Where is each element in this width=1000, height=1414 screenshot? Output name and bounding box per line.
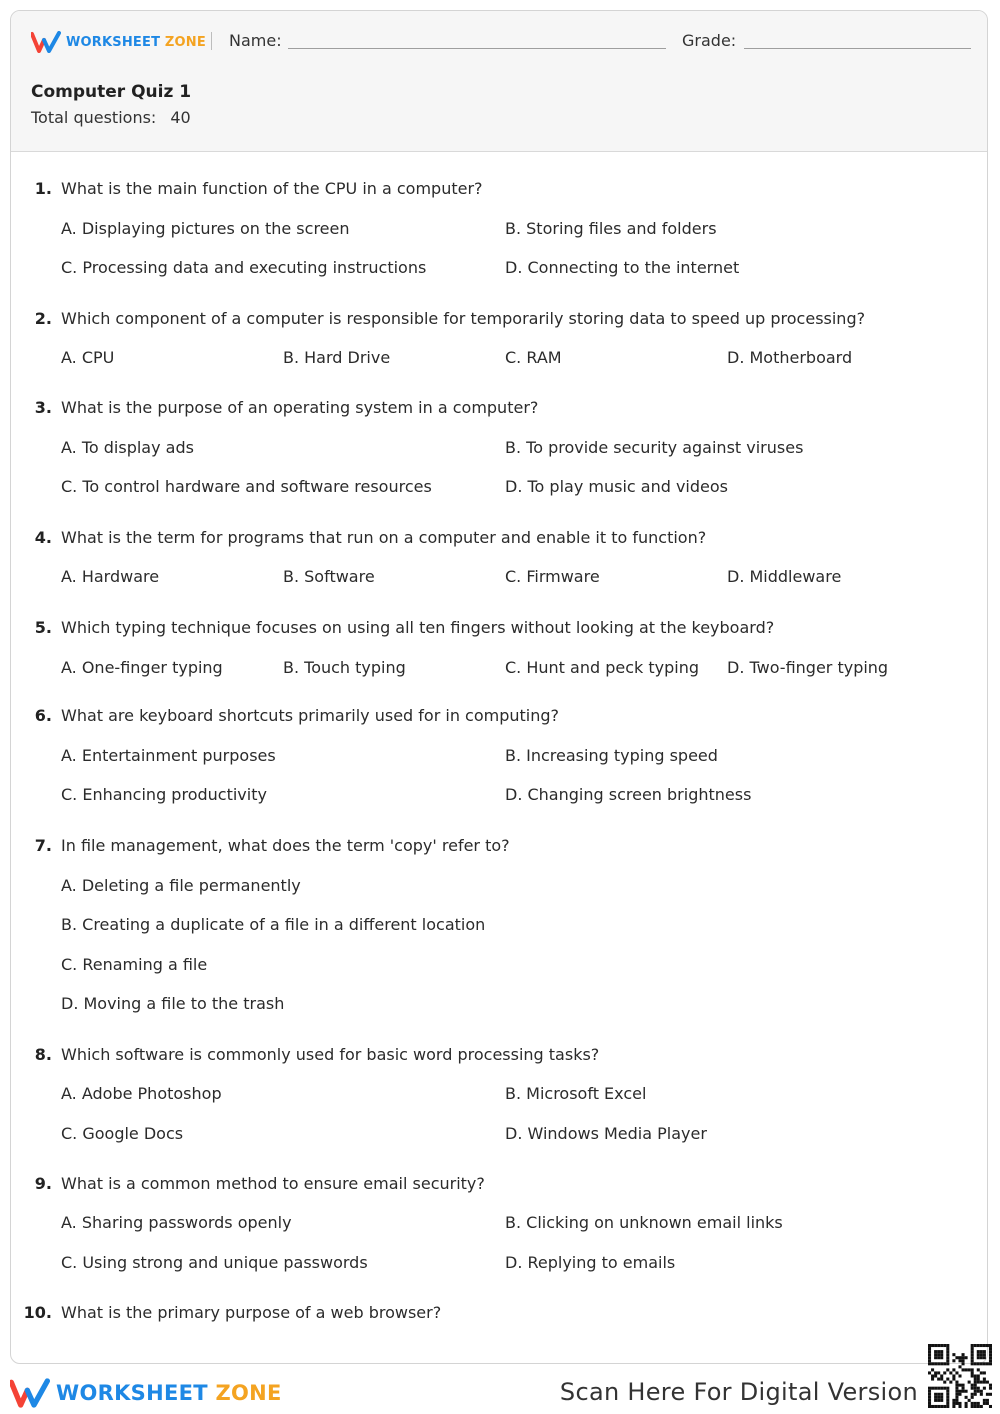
- question-number: 6.: [34, 706, 52, 725]
- option-b[interactable]: B. To provide security against viruses: [505, 438, 804, 457]
- question-text: What is a common method to ensure email security?: [61, 1174, 485, 1193]
- question-number: 1.: [34, 179, 52, 198]
- worksheet-sheet: [10, 10, 988, 1364]
- footer-logo: [10, 1378, 282, 1408]
- option-b[interactable]: B. Storing files and folders: [505, 219, 717, 238]
- option-d[interactable]: D. Two-finger typing: [727, 658, 889, 677]
- header-separator: [211, 32, 212, 50]
- name-field[interactable]: [288, 48, 666, 49]
- option-c[interactable]: C. Hunt and peck typing: [505, 658, 699, 677]
- total-questions: [31, 108, 191, 127]
- option-b[interactable]: B. Increasing typing speed: [505, 746, 718, 765]
- brand-part1: WORKSHEET: [66, 34, 161, 50]
- option-d[interactable]: D. Motherboard: [727, 348, 853, 367]
- question-number: 8.: [34, 1045, 52, 1064]
- worksheet-header: [11, 11, 987, 152]
- question-text: In file management, what does the term 'copy' refer to?: [61, 836, 510, 855]
- option-c[interactable]: C. Google Docs: [61, 1124, 184, 1143]
- scan-text: Scan Here For Digital Version: [559, 1378, 918, 1406]
- option-a[interactable]: A. Adobe Photoshop: [61, 1084, 222, 1103]
- brand-wordmark: [66, 35, 206, 50]
- option-a[interactable]: A. Deleting a file permanently: [61, 876, 301, 895]
- question-number: 10.: [23, 1303, 52, 1322]
- footer-wordmark: [56, 1381, 282, 1405]
- option-d[interactable]: D. To play music and videos: [505, 477, 728, 496]
- grade-field[interactable]: [744, 48, 971, 49]
- brand-part2: ZONE: [164, 34, 206, 50]
- grade-label: Grade:: [682, 31, 737, 50]
- question-text: What are keyboard shortcuts primarily used for in computing?: [61, 706, 560, 725]
- option-a[interactable]: A. Displaying pictures on the screen: [61, 219, 350, 238]
- question-number: 4.: [34, 528, 52, 547]
- question-text: Which typing technique focuses on using all ten fingers without looking at the keyboard?: [61, 618, 775, 637]
- question-number: 5.: [34, 618, 52, 637]
- option-a[interactable]: A. CPU: [61, 348, 115, 367]
- question-text: What is the term for programs that run on a computer and enable it to function?: [61, 528, 707, 547]
- total-questions-label: Total questions:: [31, 108, 157, 127]
- total-questions-count: 40: [170, 108, 191, 127]
- option-a[interactable]: A. One-finger typing: [61, 658, 223, 677]
- question-text: What is the main function of the CPU in a computer?: [61, 179, 483, 198]
- option-b[interactable]: B. Touch typing: [283, 658, 406, 677]
- option-b[interactable]: B. Software: [283, 567, 375, 586]
- question-number: 9.: [34, 1174, 52, 1193]
- option-c[interactable]: C. Firmware: [505, 567, 600, 586]
- header-logo: [31, 30, 206, 54]
- option-d[interactable]: D. Windows Media Player: [505, 1124, 707, 1143]
- option-a[interactable]: A. Sharing passwords openly: [61, 1213, 292, 1232]
- option-c[interactable]: C. RAM: [505, 348, 562, 367]
- question-text: Which component of a computer is responsible for temporarily storing data to speed up processing?: [61, 309, 866, 328]
- option-b[interactable]: B. Creating a duplicate of a file in a different location: [61, 915, 486, 934]
- option-c[interactable]: C. Enhancing productivity: [61, 785, 267, 804]
- question-number: 3.: [34, 398, 52, 417]
- option-b[interactable]: B. Clicking on unknown email links: [505, 1213, 783, 1232]
- quiz-title: Computer Quiz 1: [31, 82, 192, 102]
- option-a[interactable]: A. Entertainment purposes: [61, 746, 276, 765]
- worksheet-zone-logo-icon: [10, 1378, 50, 1408]
- name-label: Name:: [229, 31, 282, 50]
- option-a[interactable]: A. To display ads: [61, 438, 194, 457]
- question-text: What is the purpose of an operating system in a computer?: [61, 398, 539, 417]
- question-text: Which software is commonly used for basic word processing tasks?: [61, 1045, 600, 1064]
- question-number: 7.: [34, 836, 52, 855]
- option-c[interactable]: C. Renaming a file: [61, 955, 208, 974]
- option-d[interactable]: D. Middleware: [727, 567, 842, 586]
- option-d[interactable]: D. Moving a file to the trash: [61, 994, 285, 1013]
- option-d[interactable]: D. Replying to emails: [505, 1253, 676, 1272]
- option-d[interactable]: D. Changing screen brightness: [505, 785, 752, 804]
- option-c[interactable]: C. Using strong and unique passwords: [61, 1253, 368, 1272]
- qr-code-icon[interactable]: [928, 1344, 992, 1408]
- option-c[interactable]: C. Processing data and executing instructions: [61, 258, 427, 277]
- option-d[interactable]: D. Connecting to the internet: [505, 258, 740, 277]
- question-text: What is the primary purpose of a web browser?: [61, 1303, 442, 1322]
- brand-part2: ZONE: [215, 1381, 282, 1405]
- question-number: 2.: [34, 309, 52, 328]
- option-b[interactable]: B. Hard Drive: [283, 348, 391, 367]
- brand-part1: WORKSHEET: [56, 1381, 208, 1405]
- worksheet-zone-logo-icon: [31, 31, 61, 53]
- option-a[interactable]: A. Hardware: [61, 567, 160, 586]
- option-c[interactable]: C. To control hardware and software resources: [61, 477, 432, 496]
- option-b[interactable]: B. Microsoft Excel: [505, 1084, 647, 1103]
